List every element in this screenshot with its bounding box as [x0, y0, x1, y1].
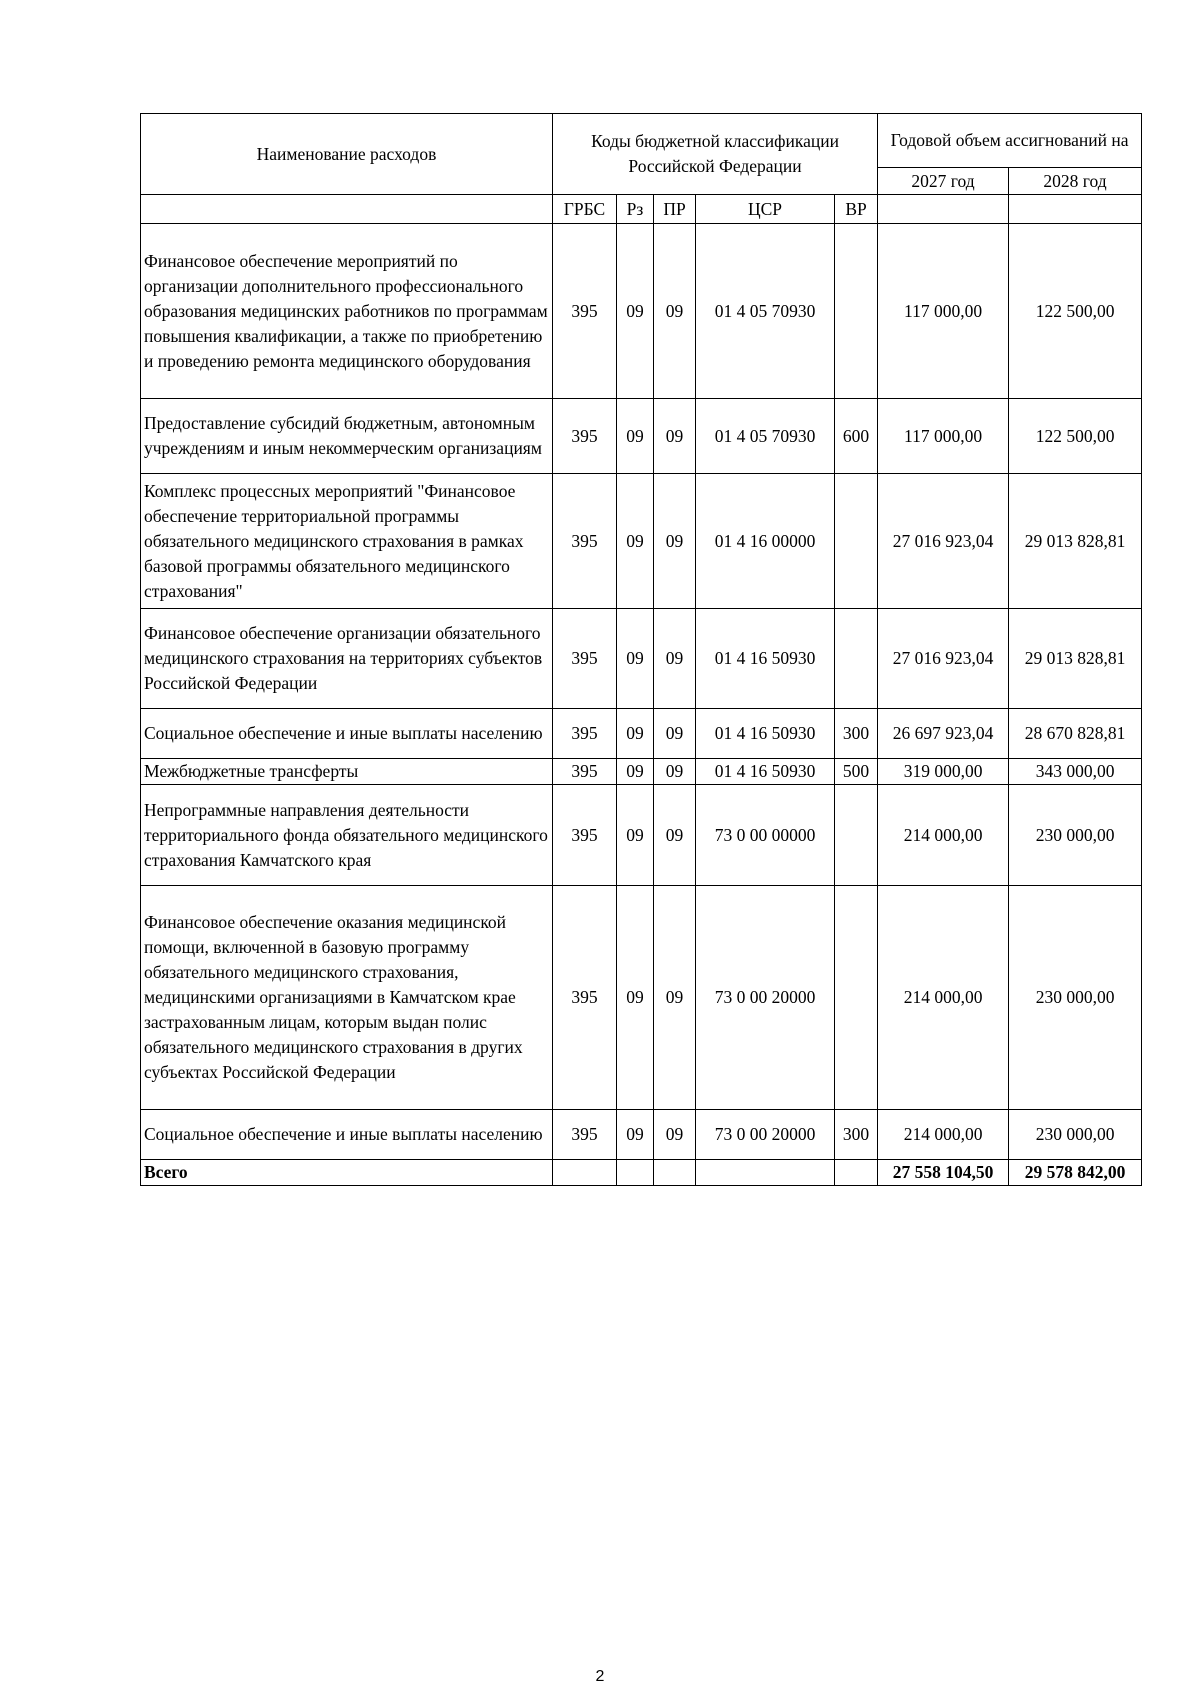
row-csr: 01 4 05 70930	[696, 224, 835, 399]
total-row	[141, 1160, 1142, 1186]
row-2027: 117 000,00	[878, 224, 1009, 399]
row-name: Комплекс процессных мероприятий "Финансовое обеспечение территориальной программы обязательного медицинского страхования в рамках базовой программы обязательного медицинского страхования"	[141, 474, 553, 609]
row-pr: 09	[654, 886, 696, 1110]
row-grbs: 395	[553, 399, 617, 474]
header-year-2028: 2028 год	[1009, 168, 1142, 195]
row-pr: 09	[654, 709, 696, 759]
header-pr: ПР	[654, 195, 696, 224]
row-2027: 214 000,00	[878, 785, 1009, 886]
row-csr: 01 4 16 50930	[696, 609, 835, 709]
table-row	[141, 1110, 1142, 1160]
row-pr: 09	[654, 759, 696, 785]
row-2027: 27 016 923,04	[878, 609, 1009, 709]
row-grbs: 395	[553, 886, 617, 1110]
row-rz: 09	[617, 709, 654, 759]
header-codes: Коды бюджетной классификации Российской Федерации	[553, 114, 878, 195]
total-grbs	[553, 1160, 617, 1186]
header-rz: Рз	[617, 195, 654, 224]
row-name: Межбюджетные трансферты	[141, 759, 553, 785]
row-rz: 09	[617, 886, 654, 1110]
row-rz: 09	[617, 1110, 654, 1160]
row-2027: 27 016 923,04	[878, 474, 1009, 609]
header-blank-2027	[878, 195, 1009, 224]
table-row	[141, 759, 1142, 785]
header-row-codes	[141, 195, 1142, 224]
row-2028: 29 013 828,81	[1009, 474, 1142, 609]
row-vr	[835, 886, 878, 1110]
total-rz	[617, 1160, 654, 1186]
table-row	[141, 224, 1142, 399]
row-name: Финансовое обеспечение мероприятий по организации дополнительного профессионального образования медицинских работников по программам повышения квалификации, а также по приобретению и проведению ремонта медицинского оборудования	[141, 224, 553, 399]
row-name: Социальное обеспечение и иные выплаты населению	[141, 709, 553, 759]
row-grbs: 395	[553, 709, 617, 759]
table-row	[141, 474, 1142, 609]
row-2027: 319 000,00	[878, 759, 1009, 785]
header-blank	[141, 195, 553, 224]
row-grbs: 395	[553, 474, 617, 609]
row-2028: 122 500,00	[1009, 224, 1142, 399]
row-pr: 09	[654, 785, 696, 886]
row-2028: 230 000,00	[1009, 1110, 1142, 1160]
row-rz: 09	[617, 609, 654, 709]
total-2027: 27 558 104,50	[878, 1160, 1009, 1186]
row-2027: 117 000,00	[878, 399, 1009, 474]
table-row	[141, 399, 1142, 474]
row-csr: 73 0 00 00000	[696, 785, 835, 886]
row-vr	[835, 785, 878, 886]
row-vr	[835, 609, 878, 709]
row-grbs: 395	[553, 224, 617, 399]
row-2028: 230 000,00	[1009, 785, 1142, 886]
row-rz: 09	[617, 759, 654, 785]
table-row	[141, 785, 1142, 886]
header-name: Наименование расходов	[141, 114, 553, 195]
row-pr: 09	[654, 399, 696, 474]
row-2027: 214 000,00	[878, 886, 1009, 1110]
header-volume: Годовой объем ассигнований на	[878, 114, 1142, 168]
total-label: Всего	[141, 1160, 553, 1186]
budget-table	[140, 113, 1142, 1186]
row-2028: 230 000,00	[1009, 886, 1142, 1110]
row-pr: 09	[654, 1110, 696, 1160]
total-2028: 29 578 842,00	[1009, 1160, 1142, 1186]
row-2028: 343 000,00	[1009, 759, 1142, 785]
total-csr	[696, 1160, 835, 1186]
row-2027: 26 697 923,04	[878, 709, 1009, 759]
row-csr: 01 4 16 50930	[696, 709, 835, 759]
header-year-2027: 2027 год	[878, 168, 1009, 195]
row-grbs: 395	[553, 609, 617, 709]
row-vr: 600	[835, 399, 878, 474]
row-csr: 01 4 16 50930	[696, 759, 835, 785]
header-csr: ЦСР	[696, 195, 835, 224]
page-number: 2	[595, 1668, 605, 1685]
row-vr: 500	[835, 759, 878, 785]
row-2027: 214 000,00	[878, 1110, 1009, 1160]
row-rz: 09	[617, 224, 654, 399]
row-csr: 73 0 00 20000	[696, 1110, 835, 1160]
table-row	[141, 886, 1142, 1110]
row-csr: 01 4 05 70930	[696, 399, 835, 474]
row-pr: 09	[654, 474, 696, 609]
header-vr: ВР	[835, 195, 878, 224]
row-vr	[835, 224, 878, 399]
header-row-top	[141, 114, 1142, 168]
table-row	[141, 709, 1142, 759]
row-name: Социальное обеспечение и иные выплаты населению	[141, 1110, 553, 1160]
row-2028: 29 013 828,81	[1009, 609, 1142, 709]
row-vr	[835, 474, 878, 609]
row-name: Непрограммные направления деятельности территориального фонда обязательного медицинского страхования Камчатского края	[141, 785, 553, 886]
row-grbs: 395	[553, 785, 617, 886]
row-rz: 09	[617, 474, 654, 609]
row-name: Финансовое обеспечение организации обязательного медицинского страхования на территориях субъектов Российской Федерации	[141, 609, 553, 709]
row-2028: 28 670 828,81	[1009, 709, 1142, 759]
row-pr: 09	[654, 609, 696, 709]
total-pr	[654, 1160, 696, 1186]
total-vr	[835, 1160, 878, 1186]
row-name: Финансовое обеспечение оказания медицинской помощи, включенной в базовую программу обязательного медицинского страхования, медицинскими организациями в Камчатском крае застрахованным лицам, которым выдан полис обязательного медицинского страхования в других субъектах Российской Федерации	[141, 886, 553, 1110]
row-2028: 122 500,00	[1009, 399, 1142, 474]
row-vr: 300	[835, 709, 878, 759]
row-grbs: 395	[553, 1110, 617, 1160]
table-row	[141, 609, 1142, 709]
row-name: Предоставление субсидий бюджетным, автономным учреждениям и иным некоммерческим организациям	[141, 399, 553, 474]
row-csr: 73 0 00 20000	[696, 886, 835, 1110]
row-rz: 09	[617, 785, 654, 886]
row-grbs: 395	[553, 759, 617, 785]
row-rz: 09	[617, 399, 654, 474]
row-pr: 09	[654, 224, 696, 399]
row-csr: 01 4 16 00000	[696, 474, 835, 609]
row-vr: 300	[835, 1110, 878, 1160]
header-blank-2028	[1009, 195, 1142, 224]
header-grbs: ГРБС	[553, 195, 617, 224]
